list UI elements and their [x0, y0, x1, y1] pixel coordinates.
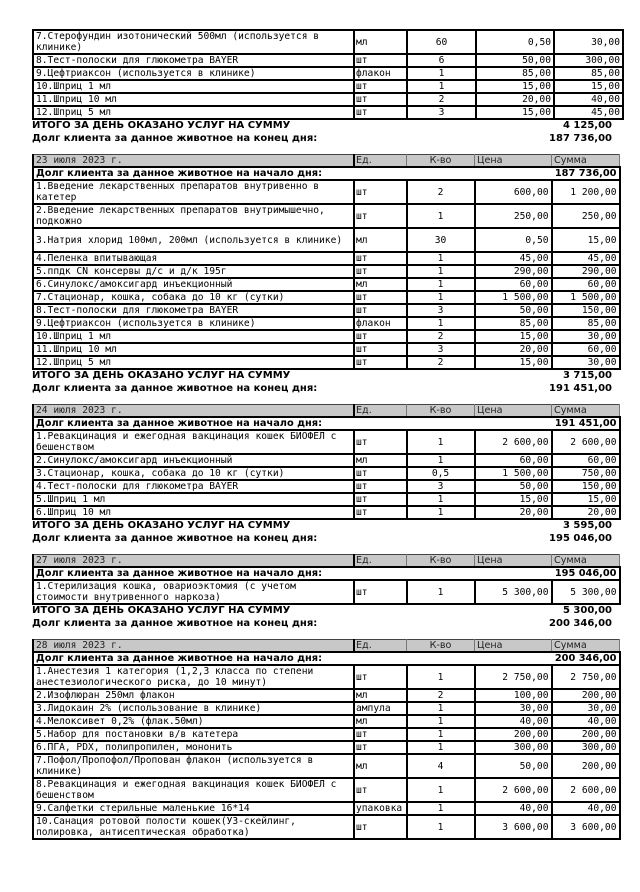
table-row — [33, 454, 620, 467]
col-header-sum: Сумма — [552, 640, 620, 653]
price-cell: 30,00 — [475, 702, 552, 715]
price-cell: 60,00 — [475, 278, 552, 291]
qty-cell: 2 — [407, 180, 475, 204]
price-cell: 85,00 — [475, 317, 552, 330]
sum-cell: 2 600,00 — [552, 430, 620, 454]
closing-debt-line — [32, 618, 614, 631]
unit-cell: мл — [354, 278, 407, 291]
unit-cell: упаковка — [354, 802, 407, 815]
service-name: 1.Анестезия 1 категория (1,2,3 класса по степени анестезиологического риска, до 10 минут) — [33, 665, 354, 689]
price-cell: 15,00 — [475, 330, 552, 343]
sum-cell: 200,00 — [552, 689, 620, 702]
day-table — [32, 554, 621, 605]
service-name: 12.Шприц 5 мл — [33, 356, 354, 369]
qty-cell: 4 — [407, 754, 475, 778]
day-header-row — [33, 405, 620, 418]
col-header-qty: К-во — [407, 555, 475, 568]
price-cell: 20,00 — [476, 93, 554, 106]
day-total-line — [32, 520, 614, 533]
unit-cell: мл — [354, 715, 407, 728]
col-header-unit: Ед. — [354, 555, 407, 568]
day-date: 27 июля 2023 г. — [33, 555, 354, 568]
unit-cell: шт — [354, 93, 407, 106]
day-total-value: 3 595,00 — [562, 520, 612, 531]
unit-cell: шт — [354, 480, 407, 493]
service-name: 12.Шприц 5 мл — [33, 106, 354, 119]
sum-cell: 150,00 — [552, 304, 620, 317]
col-header-qty: К-во — [407, 640, 475, 653]
table-row — [33, 204, 620, 228]
price-cell: 60,00 — [475, 454, 552, 467]
unit-cell: шт — [354, 815, 407, 839]
day-table — [32, 404, 621, 520]
table-row — [33, 278, 620, 291]
service-name: 10.Санация ротовой полости кошек(УЗ-скейлинг, полировка, антисептическая обработка) — [33, 815, 354, 839]
table-row — [33, 304, 620, 317]
sum-cell: 85,00 — [552, 317, 620, 330]
price-cell: 40,00 — [475, 802, 552, 815]
unit-cell: мл — [354, 228, 407, 252]
invoice-page — [32, 29, 620, 840]
price-cell: 2 600,00 — [475, 778, 552, 802]
price-cell: 1 500,00 — [475, 467, 552, 480]
col-header-sum: Сумма — [552, 405, 620, 418]
qty-cell: 1 — [407, 204, 475, 228]
day-total-label: ИТОГО ЗА ДЕНЬ ОКАЗАНО УСЛУГ НА СУММУ — [32, 605, 291, 616]
service-name: 9.Салфетки стерильные маленькие 16*14 — [33, 802, 354, 815]
qty-cell: 3 — [407, 304, 475, 317]
days-container — [32, 145, 617, 840]
table-row — [33, 291, 620, 304]
sum-cell: 30,00 — [552, 702, 620, 715]
service-name: 7.Стерофундин изотонический 500мл (используется в клинике) — [33, 30, 354, 54]
day-totals — [32, 520, 614, 545]
table-row — [33, 67, 623, 80]
table-row — [33, 665, 620, 689]
sum-cell: 290,00 — [552, 265, 620, 278]
unit-cell: шт — [354, 204, 407, 228]
table-row — [33, 480, 620, 493]
service-name: 5.Набор для постановки в/в катетера — [33, 728, 354, 741]
service-name: 1.Стерилизация кошка, овариоэктомия (с учетом стоимости внутривенного наркоза) — [33, 580, 354, 604]
closing-debt-label: Долг клиента за данное животное на конец дня: — [32, 132, 318, 144]
qty-cell: 6 — [407, 54, 476, 67]
table-row — [33, 802, 620, 815]
price-cell: 85,00 — [476, 67, 554, 80]
table-row — [33, 228, 620, 252]
table-row — [33, 317, 620, 330]
sum-cell: 40,00 — [552, 715, 620, 728]
qty-cell: 1 — [407, 815, 475, 839]
qty-cell: 1 — [407, 802, 475, 815]
closing-debt-line — [32, 383, 614, 396]
qty-cell: 3 — [407, 343, 475, 356]
sum-cell: 300,00 — [552, 741, 620, 754]
day-header-row — [33, 155, 620, 168]
table-row — [33, 54, 623, 67]
unit-cell: шт — [354, 728, 407, 741]
price-cell: 50,00 — [476, 54, 554, 67]
service-name: 10.Шприц 1 мл — [33, 330, 354, 343]
opening-debt-row — [33, 167, 620, 180]
unit-cell: мл — [354, 30, 407, 54]
col-header-unit: Ед. — [354, 155, 407, 168]
day-total-label: ИТОГО ЗА ДЕНЬ ОКАЗАНО УСЛУГ НА СУММУ — [32, 120, 291, 131]
price-cell: 0,50 — [476, 30, 554, 54]
unit-cell: шт — [354, 265, 407, 278]
sum-cell: 60,00 — [552, 343, 620, 356]
day-table — [32, 154, 621, 370]
sum-cell: 2 600,00 — [552, 778, 620, 802]
unit-cell: шт — [354, 54, 407, 67]
service-name: 5.Шприц 1 мл — [33, 493, 354, 506]
price-cell: 3 600,00 — [475, 815, 552, 839]
day-totals — [32, 605, 614, 630]
service-name: 9.Цефтриаксон (используется в клинике) — [33, 67, 354, 80]
table-row — [33, 106, 623, 119]
sum-cell: 200,00 — [552, 728, 620, 741]
table-row — [33, 93, 623, 106]
sum-cell: 30,00 — [552, 330, 620, 343]
closing-debt-label: Долг клиента за данное животное на конец дня: — [32, 382, 318, 394]
opening-debt-row — [33, 567, 620, 580]
sum-cell: 200,00 — [552, 754, 620, 778]
day-total-value: 4 125,00 — [562, 120, 612, 131]
service-name: 8.Тест-полоски для глюкометра BAYER — [33, 54, 354, 67]
day-table — [32, 639, 621, 840]
opening-debt-value: 191 451,00 — [552, 417, 620, 430]
service-name: 7.Стационар, кошка, собака до 10 кг (сутки) — [33, 291, 354, 304]
price-cell: 15,00 — [475, 493, 552, 506]
table-row — [33, 702, 620, 715]
closing-debt-value: 200 346,00 — [549, 617, 612, 629]
price-cell: 15,00 — [476, 80, 554, 93]
table-row — [33, 506, 620, 519]
unit-cell: флакон — [354, 317, 407, 330]
price-cell: 50,00 — [475, 754, 552, 778]
qty-cell: 0,5 — [407, 467, 475, 480]
table-row — [33, 728, 620, 741]
sum-cell: 60,00 — [552, 278, 620, 291]
qty-cell: 1 — [407, 715, 475, 728]
service-name: 3.Лидокаин 2% (использование в клинике) — [33, 702, 354, 715]
sum-cell: 1 500,00 — [552, 291, 620, 304]
day-total-label: ИТОГО ЗА ДЕНЬ ОКАЗАНО УСЛУГ НА СУММУ — [32, 370, 291, 381]
price-cell: 40,00 — [475, 715, 552, 728]
sum-cell: 60,00 — [552, 454, 620, 467]
col-header-sum: Сумма — [552, 555, 620, 568]
table-row — [33, 715, 620, 728]
opening-debt-row — [33, 652, 620, 665]
qty-cell: 60 — [407, 30, 476, 54]
unit-cell: шт — [354, 252, 407, 265]
unit-cell: шт — [354, 580, 407, 604]
sum-cell: 45,00 — [552, 252, 620, 265]
sum-cell: 150,00 — [552, 480, 620, 493]
opening-debt-label: Долг клиента за данное животное на начало дня: — [33, 567, 552, 580]
sum-cell: 15,00 — [554, 80, 623, 93]
opening-debt-label: Долг клиента за данное животное на начало дня: — [33, 417, 552, 430]
table-row — [33, 180, 620, 204]
col-header-sum: Сумма — [552, 155, 620, 168]
sum-cell: 250,00 — [552, 204, 620, 228]
day-header-row — [33, 640, 620, 653]
price-cell: 250,00 — [475, 204, 552, 228]
service-name: 8.Ревакцинация и ежегодная вакцинация кошек БИОФЕЛ с бешенством — [33, 778, 354, 802]
price-cell: 45,00 — [475, 252, 552, 265]
unit-cell: шт — [354, 506, 407, 519]
qty-cell: 1 — [407, 580, 475, 604]
day-date: 24 июля 2023 г. — [33, 405, 354, 418]
service-name: 1.Ревакцинация и ежегодная вакцинация кошек БИОФЕЛ с бешенством — [33, 430, 354, 454]
sum-cell: 5 300,00 — [552, 580, 620, 604]
opening-debt-value: 195 046,00 — [552, 567, 620, 580]
price-cell: 200,00 — [475, 728, 552, 741]
sum-cell: 30,00 — [554, 30, 623, 54]
service-name: 2.Изофлюран 250мл флакон — [33, 689, 354, 702]
unit-cell: шт — [354, 356, 407, 369]
qty-cell: 1 — [407, 278, 475, 291]
opening-debt-value: 200 346,00 — [552, 652, 620, 665]
day-total-label: ИТОГО ЗА ДЕНЬ ОКАЗАНО УСЛУГ НА СУММУ — [32, 520, 291, 531]
col-header-qty: К-во — [407, 155, 475, 168]
unit-cell: шт — [354, 343, 407, 356]
qty-cell: 1 — [407, 430, 475, 454]
table-row — [33, 30, 623, 54]
col-header-price: Цена — [475, 555, 552, 568]
day-total-line — [32, 605, 614, 618]
service-name: 4.Мелоксивет 0,2% (флак.50мл) — [33, 715, 354, 728]
qty-cell: 2 — [407, 356, 475, 369]
opening-debt-label: Долг клиента за данное животное на начало дня: — [33, 167, 552, 180]
service-name: 4.Пеленка впитывающая — [33, 252, 354, 265]
service-name: 10.Шприц 1 мл — [33, 80, 354, 93]
sum-cell: 40,00 — [554, 93, 623, 106]
sum-cell: 40,00 — [552, 802, 620, 815]
sum-cell: 15,00 — [552, 493, 620, 506]
day-total-value: 5 300,00 — [562, 605, 612, 616]
service-name: 6.Синулокс/амоксигард инъекционный — [33, 278, 354, 291]
service-name: 2.Введение лекарственных препаратов внутримышечно, подкожно — [33, 204, 354, 228]
price-cell: 50,00 — [475, 480, 552, 493]
service-name: 6.ПГА, PDX, полипропилен, мононить — [33, 741, 354, 754]
sum-cell: 30,00 — [552, 356, 620, 369]
unit-cell: флакон — [354, 67, 407, 80]
price-cell: 50,00 — [475, 304, 552, 317]
sum-cell: 750,00 — [552, 467, 620, 480]
col-header-unit: Ед. — [354, 405, 407, 418]
service-name: 6.Шприц 10 мл — [33, 506, 354, 519]
service-name: 8.Тест-полоски для глюкометра BAYER — [33, 304, 354, 317]
sum-cell: 85,00 — [554, 67, 623, 80]
closing-debt-value: 195 046,00 — [549, 532, 612, 544]
table-row — [33, 815, 620, 839]
unit-cell: шт — [354, 304, 407, 317]
qty-cell: 1 — [407, 741, 475, 754]
section-gap — [32, 545, 614, 554]
section-gap — [32, 395, 614, 404]
sum-cell: 2 750,00 — [552, 665, 620, 689]
table-row — [33, 356, 620, 369]
unit-cell: мл — [354, 754, 407, 778]
qty-cell: 1 — [407, 728, 475, 741]
price-cell: 20,00 — [475, 506, 552, 519]
table-row — [33, 467, 620, 480]
sum-cell: 20,00 — [552, 506, 620, 519]
col-header-price: Цена — [475, 155, 552, 168]
day-total-value: 3 715,00 — [562, 370, 612, 381]
price-cell: 5 300,00 — [475, 580, 552, 604]
section-gap — [32, 630, 614, 639]
unit-cell: шт — [354, 665, 407, 689]
col-header-price: Цена — [475, 405, 552, 418]
price-cell: 300,00 — [475, 741, 552, 754]
qty-cell: 1 — [407, 67, 476, 80]
service-name: 4.Тест-полоски для глюкометра BAYER — [33, 480, 354, 493]
qty-cell: 1 — [407, 665, 475, 689]
unit-cell: шт — [354, 778, 407, 802]
sum-cell: 45,00 — [554, 106, 623, 119]
price-cell: 600,00 — [475, 180, 552, 204]
service-name: 9.Цефтриаксон (используется в клинике) — [33, 317, 354, 330]
unit-cell: шт — [354, 106, 407, 119]
qty-cell: 3 — [407, 480, 475, 493]
qty-cell: 1 — [407, 778, 475, 802]
day-date: 28 июля 2023 г. — [33, 640, 354, 653]
sum-cell: 15,00 — [552, 228, 620, 252]
qty-cell: 2 — [407, 330, 475, 343]
opening-debt-row — [33, 417, 620, 430]
price-cell: 290,00 — [475, 265, 552, 278]
unit-cell: шт — [354, 493, 407, 506]
qty-cell: 1 — [407, 506, 475, 519]
qty-cell: 2 — [407, 689, 475, 702]
service-name: 11.Шприц 10 мл — [33, 343, 354, 356]
price-cell: 15,00 — [476, 106, 554, 119]
col-header-price: Цена — [475, 640, 552, 653]
qty-cell: 3 — [407, 106, 476, 119]
unit-cell: шт — [354, 291, 407, 304]
service-name: 7.Пофол/Пропофол/Пропован флакон (используется в клинике) — [33, 754, 354, 778]
prev-day-totals — [32, 120, 614, 145]
price-cell: 20,00 — [475, 343, 552, 356]
table-row — [33, 493, 620, 506]
table-row — [33, 689, 620, 702]
closing-debt-value: 191 451,00 — [549, 382, 612, 394]
qty-cell: 1 — [407, 80, 476, 93]
unit-cell: шт — [354, 330, 407, 343]
table-row — [33, 265, 620, 278]
unit-cell: шт — [354, 80, 407, 93]
table-row — [33, 778, 620, 802]
service-name: 3.Стационар, кошка, собака до 10 кг (сутки) — [33, 467, 354, 480]
opening-debt-value: 187 736,00 — [552, 167, 620, 180]
price-cell: 15,00 — [475, 356, 552, 369]
unit-cell: мл — [354, 454, 407, 467]
price-cell: 2 750,00 — [475, 665, 552, 689]
qty-cell: 1 — [407, 493, 475, 506]
qty-cell: 1 — [407, 454, 475, 467]
unit-cell: шт — [354, 430, 407, 454]
closing-debt-value: 187 736,00 — [549, 132, 612, 144]
unit-cell: шт — [354, 467, 407, 480]
table-row — [33, 741, 620, 754]
price-cell: 2 600,00 — [475, 430, 552, 454]
qty-cell: 1 — [407, 252, 475, 265]
closing-debt-label: Долг клиента за данное животное на конец дня: — [32, 617, 318, 629]
day-header-row — [33, 555, 620, 568]
col-header-unit: Ед. — [354, 640, 407, 653]
prev-day-table — [32, 29, 624, 120]
price-cell: 1 500,00 — [475, 291, 552, 304]
day-totals — [32, 370, 614, 395]
section-gap — [32, 145, 614, 154]
qty-cell: 2 — [407, 93, 476, 106]
unit-cell: мл — [354, 689, 407, 702]
unit-cell: ампула — [354, 702, 407, 715]
table-row — [33, 754, 620, 778]
table-row — [33, 330, 620, 343]
qty-cell: 1 — [407, 265, 475, 278]
service-name: 1.Введение лекарственных препаратов внутривенно в катетер — [33, 180, 354, 204]
service-name: 3.Натрия хлорид 100мл, 200мл (используется в клинике) — [33, 228, 354, 252]
qty-cell: 1 — [407, 291, 475, 304]
day-total-line — [32, 370, 614, 383]
qty-cell: 30 — [407, 228, 475, 252]
unit-cell: шт — [354, 741, 407, 754]
day-date: 23 июля 2023 г. — [33, 155, 354, 168]
sum-cell: 300,00 — [554, 54, 623, 67]
opening-debt-label: Долг клиента за данное животное на начало дня: — [33, 652, 552, 665]
unit-cell: шт — [354, 180, 407, 204]
service-name: 2.Синулокс/амоксигард инъекционный — [33, 454, 354, 467]
table-row — [33, 80, 623, 93]
table-row — [33, 580, 620, 604]
qty-cell: 1 — [407, 317, 475, 330]
service-name: 11.Шприц 10 мл — [33, 93, 354, 106]
col-header-qty: К-во — [407, 405, 475, 418]
table-row — [33, 343, 620, 356]
sum-cell: 3 600,00 — [552, 815, 620, 839]
price-cell: 0,50 — [475, 228, 552, 252]
closing-debt-label: Долг клиента за данное животное на конец дня: — [32, 532, 318, 544]
qty-cell: 1 — [407, 702, 475, 715]
service-name: 5.ппдк CN консервы д/с и д/к 195г — [33, 265, 354, 278]
table-row — [33, 430, 620, 454]
closing-debt-line — [32, 533, 614, 546]
table-row — [33, 252, 620, 265]
price-cell: 100,00 — [475, 689, 552, 702]
sum-cell: 1 200,00 — [552, 180, 620, 204]
